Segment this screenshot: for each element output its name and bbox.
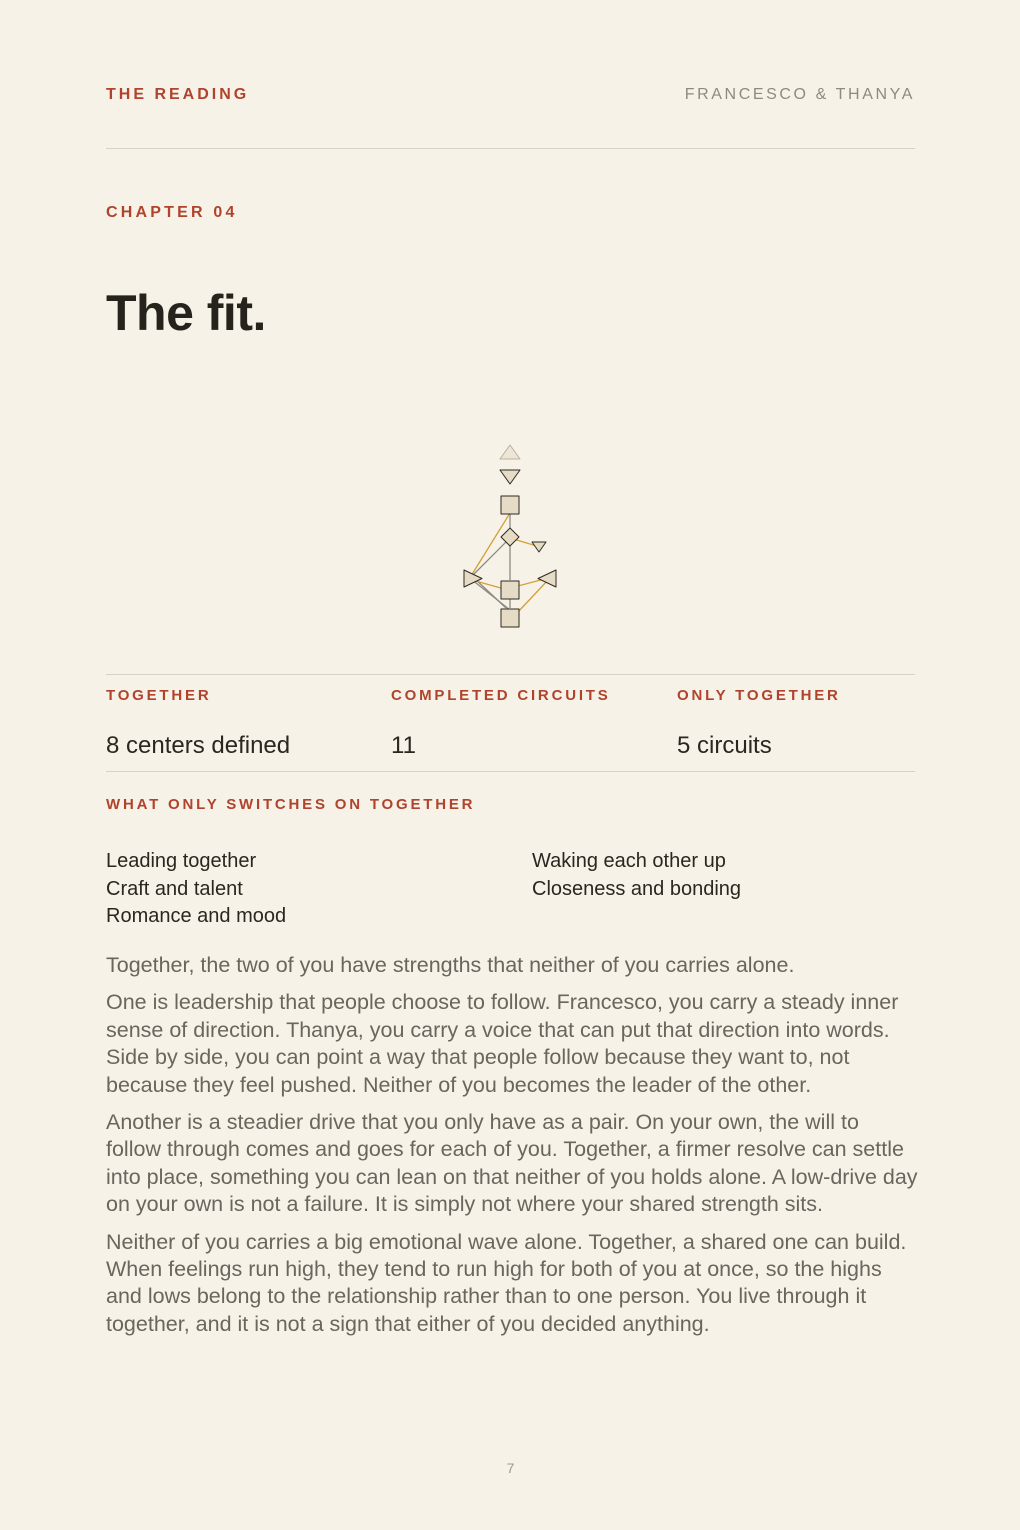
g-center [501,528,519,546]
stat-together-label: TOGETHER [106,687,212,704]
circuit-list-right [532,848,741,903]
section-label: THE READING [106,86,250,103]
stat-only-together-value: 5 circuits [677,732,772,759]
ajna-center [500,470,520,484]
ego-center [532,542,546,552]
list-item: Closeness and bonding [532,877,742,900]
reading-body [106,952,918,1348]
stat-only-together-label: ONLY TOGETHER [677,687,841,704]
paragraph-intro: Together, the two of you have strengths that neither of you carries alone. [106,953,795,977]
paragraph-emotional-wave: Neither of you carries a big emotional wave alone. Together, a shared one can build. When feelings run high, they tend to run high for both of you at once, so the highs and lows belong to the relationship rather than to one person. You live through it together, and it is not a sign that either of you decided anything. [106,1229,907,1336]
list-item: Craft and talent [106,877,243,900]
root-center [501,609,519,627]
human-design-bodygraph-icon [462,440,562,630]
solar-plexus-center [538,570,556,587]
stat-completed-circuits-value: 11 [391,732,416,759]
stats-top-divider [106,674,915,675]
chapter-title: The fit. [106,285,266,341]
list-item: Romance and mood [106,905,287,927]
chapter-label: CHAPTER 04 [106,204,238,221]
page-number: 7 [506,1460,515,1476]
paragraph-leadership: One is leadership that people choose to follow. Francesco, you carry a steady inner sense of direction. Thanya, you carry a voice that can put that direction into words. Side by side, you can point a way that people follow because they want to, not because they feel pushed. Neither of you becomes the leader of the other. [106,990,899,1097]
sacral-center [501,581,519,599]
stat-completed-circuits-label: COMPLETED CIRCUITS [391,687,611,704]
paragraph-drive: Another is a steadier drive that you only have as a pair. On your own, the will to follow through comes and goes for each of you. Together, a firmer resolve can settle into place, something you can lean on that neither of you holds alone. A low-drive day on your own is not a failure. It is simply not where your shared strength sits. [106,1110,918,1217]
header-divider [106,148,915,149]
couple-names: FRANCESCO & THANYA [684,86,915,103]
throat-center [501,496,519,514]
page-header [106,86,915,110]
reading-page [106,0,918,1530]
list-item: Waking each other up [532,850,726,872]
list-item: Leading together [106,850,257,872]
together-circuits-label: WHAT ONLY SWITCHES ON TOGETHER [106,796,476,813]
stats-bottom-divider [106,771,915,772]
head-center [500,445,520,459]
circuit-list-left [106,848,286,931]
stat-together-value: 8 centers defined [106,732,291,759]
